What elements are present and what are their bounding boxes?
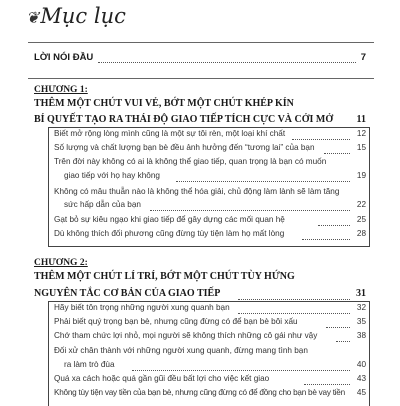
toc-entry[interactable] — [0, 360, 400, 374]
toc-entry-page: 35 — [356, 317, 366, 326]
toc-entry-page: 28 — [356, 229, 366, 238]
chapter-title: BÍ QUYẾT TẠO RA THÁI ĐỘ GIAO TIẾP TÍCH CỰC VÀ CỞI MỞ — [34, 114, 334, 125]
toc-entry-page: 11 — [356, 114, 366, 125]
toc-entry-page: 12 — [356, 129, 366, 138]
chapter-label: CHƯƠNG 2: — [34, 258, 88, 268]
toc-entry-title: Biết mở rộng lòng mình cũng là một sự tôi rèn, một loại khí chất — [54, 129, 286, 138]
toc-entry[interactable] — [0, 129, 400, 143]
toc-entry-page: 7 — [360, 52, 366, 63]
ornament-icon: ❦ — [26, 8, 40, 27]
toc-entry-title: giao tiếp với họ hay không — [64, 171, 160, 180]
toc-entry[interactable] — [0, 171, 400, 185]
toc-entry[interactable] — [0, 200, 400, 214]
toc-entry-title: LỜI NÓI ĐẦU — [34, 52, 94, 63]
toc-entry[interactable] — [0, 215, 400, 229]
toc-entry-title: Quá xa cách hoặc quá gần gũi đều bất lợi cho việc kết giao — [54, 374, 270, 383]
toc-entry-title: ra làm trò đùa — [64, 360, 115, 369]
toc-entry-page: 40 — [356, 360, 366, 369]
toc-entry[interactable] — [0, 157, 400, 171]
chapter-title: NGUYÊN TẮC CƠ BẢN CỦA GIAO TIẾP — [34, 288, 221, 299]
chapter-title: THÊM MỘT CHÚT LÍ TRÍ, BỚT MỘT CHÚT TÙY HỨNG — [34, 271, 295, 282]
dot-leader — [326, 327, 350, 328]
chapter-label: CHƯƠNG 1: — [34, 85, 88, 95]
dot-leader — [132, 370, 350, 371]
divider — [28, 42, 374, 43]
dot-leader — [238, 299, 350, 300]
chapter-title-line — [0, 271, 400, 285]
dot-leader — [324, 153, 350, 154]
toc-entry-title: Không có mâu thuẫn nào là không thể hóa giải, chủ động làm lành sẽ làm tăng — [54, 187, 340, 196]
toc-entry-title: Phải biết quý trọng bạn bè, nhưng cũng đừng có để bạn bè bôi xấu — [54, 317, 298, 326]
toc-entry-title: Số lượng và chất lượng bạn bè đều ảnh hưởng đến “tương lai” của bạn — [54, 143, 315, 152]
chapter-title: THÊM MỘT CHÚT VUI VẺ, BỚT MỘT CHÚT KHÉP KÍN — [34, 98, 294, 109]
dot-leader — [176, 181, 350, 182]
toc-entry-page: 45 — [356, 388, 366, 397]
toc-entry[interactable] — [0, 317, 400, 331]
toc-entry-chapter[interactable] — [0, 114, 400, 128]
toc-entry-page: 15 — [356, 143, 366, 152]
toc-entry-page: 31 — [356, 288, 366, 299]
toc-entry-title: sức hấp dẫn của bạn — [64, 200, 141, 209]
toc-entry[interactable] — [0, 187, 400, 201]
toc-entry-chapter[interactable] — [0, 288, 400, 302]
toc-entry-title: Chớ tham chức lợi nhỏ, mọi người sẽ không thích những cô gái như vậy — [54, 331, 318, 340]
toc-entry-page: 38 — [356, 331, 366, 340]
toc-entry-page: 22 — [356, 200, 366, 209]
dot-leader — [150, 210, 350, 211]
toc-entry-title: Hãy biết tôn trọng những người xung quanh bạn — [54, 303, 230, 312]
dot-leader — [318, 225, 350, 226]
toc-entry-page: 32 — [356, 303, 366, 312]
toc-entry-title: Trên đời này không có ai là không thể giao tiếp, quan trọng là bạn có muốn — [54, 157, 327, 166]
toc-entry-title: Không tùy tiện vay tiền của bạn bè, nhưng cũng đừng có để đồng cho bạn bè vay tiền — [54, 388, 345, 397]
toc-entry-page: 43 — [356, 374, 366, 383]
toc-entry-preface[interactable] — [0, 52, 400, 66]
dot-leader — [238, 313, 350, 314]
dot-leader — [302, 239, 350, 240]
dot-leader — [292, 139, 350, 140]
dot-leader — [336, 341, 350, 342]
chapter-title-line — [0, 98, 400, 112]
toc-heading — [26, 4, 126, 28]
dot-leader — [98, 62, 356, 63]
toc-entry[interactable] — [0, 303, 400, 317]
toc-entry[interactable] — [0, 229, 400, 243]
toc-entry-page: 19 — [356, 171, 366, 180]
divider — [28, 78, 374, 79]
toc-entry[interactable] — [0, 331, 400, 345]
toc-entry-title: Gạt bỏ sự kiêu ngạo khi giao tiếp để gây dựng các mối quan hệ — [54, 215, 285, 224]
toc-entry-page: 25 — [356, 215, 366, 224]
toc-heading-text: Mục lục — [40, 4, 126, 28]
toc-entry[interactable] — [0, 374, 400, 388]
toc-entry[interactable] — [0, 346, 400, 360]
toc-entry-title: Đối xử chân thành với những người xung quanh, đừng mang tình bạn — [54, 346, 308, 355]
toc-entry-title: Dù không thích đối phương cũng đừng tùy tiện làm họ mất lòng — [54, 229, 285, 238]
toc-entry[interactable] — [0, 143, 400, 157]
dot-leader — [304, 384, 350, 385]
